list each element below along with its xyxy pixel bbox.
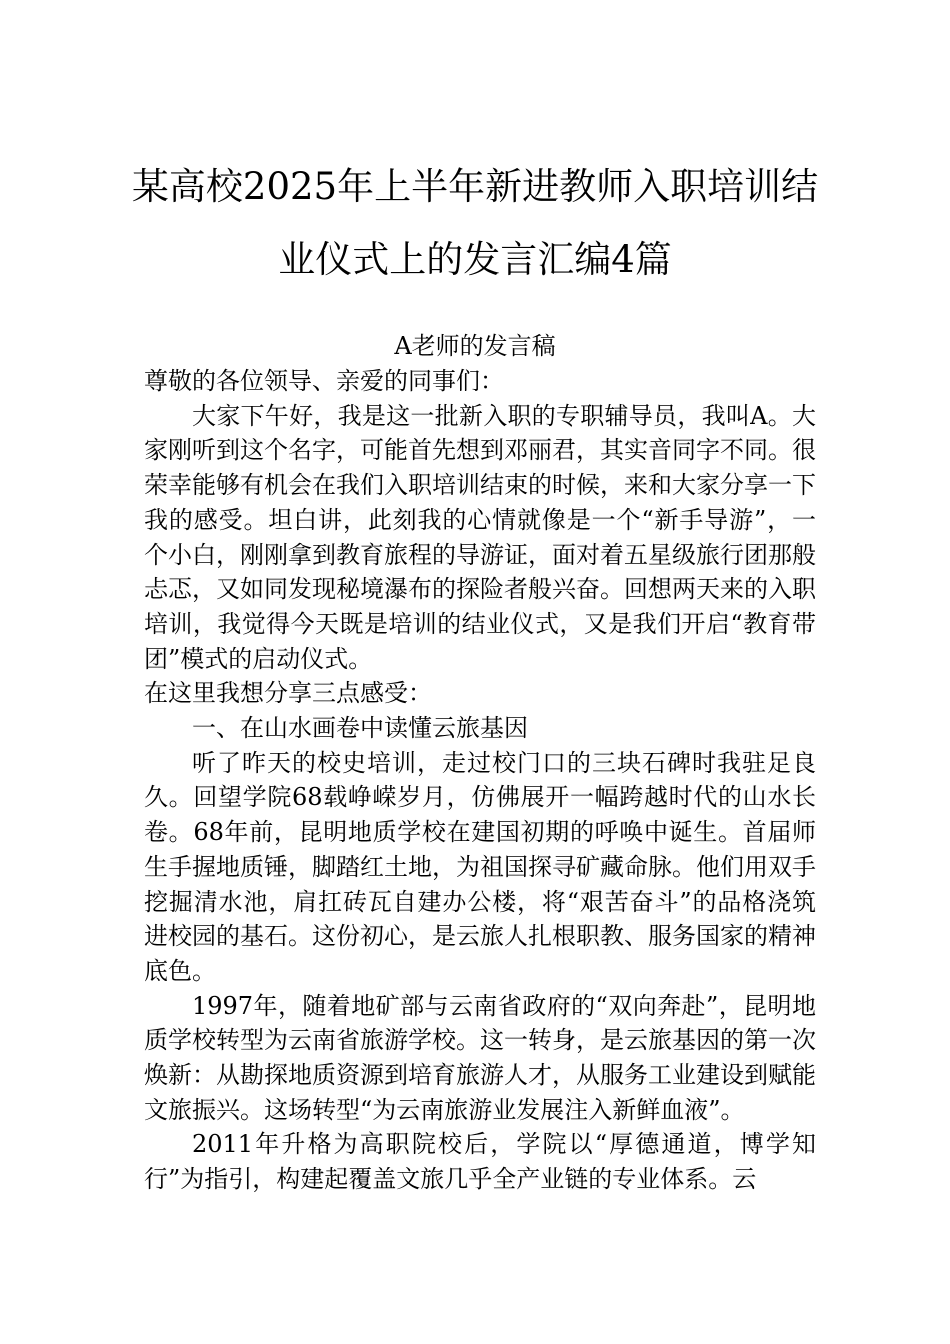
salutation: 尊敬的各位领导、亲爱的同事们： bbox=[144, 367, 504, 395]
paragraph-school-history: 听了昨天的校史培训，走过校门口的三块石碑时我驻足良久。回望学院68载峥嵘岁月，仿佛展开一幅跨越时代的山水长卷。68年前，昆明地质学校在建国初期的呼唤中诞生。首届师生手握地质锤，脚踏红土地，为祖国探寻矿藏命脉。他们用双手挖掘清水池，肩扛砖瓦自建办公楼，将“艰苦奋斗”的品格浇筑进校园的基石。这份初心，是云旅人扎根职教、服务国家的精神底色。 bbox=[144, 748, 816, 985]
speech-subtitle: A老师的发言稿 bbox=[394, 332, 556, 360]
section-heading-1: 一、在山水画卷中读懂云旅基因 bbox=[192, 714, 528, 743]
paragraph-intro-points: 在这里我想分享三点感受： bbox=[144, 679, 432, 708]
paragraph-1997-transformation: 1997年，随着地矿部与云南省政府的“双向奔赴”，昆明地质学校转型为云南省旅游学校。这一转身，是云旅基因的第一次焕新：从勘探地质资源到培育旅游人才，从服务工业建设到赋能文旅振兴。这场转型“为云南旅游业发展注入新鲜血液”。 bbox=[144, 991, 816, 1124]
document-title-line-1: 某高校2025年上半年新进教师入职培训结 bbox=[131, 165, 819, 208]
paragraph-opening: 大家下午好，我是这一批新入职的专职辅导员，我叫A。大家刚听到这个名字，可能首先想到邓丽君，其实音同字不同。很荣幸能够有机会在我们入职培训结束的时候，来和大家分享一下我的感受。坦白讲，此刻我的心情就像是一个“新手导游”，一个小白，刚刚拿到教育旅程的导游证，面对着五星级旅行团那般忐忑，又如同发现秘境瀑布的探险者般兴奋。回想两天来的入职培训，我觉得今天既是培训的结业仪式，又是我们开启“教育带团”模式的启动仪式。 bbox=[144, 401, 816, 673]
document-title-line-2: 业仪式上的发言汇编4篇 bbox=[278, 238, 672, 281]
paragraph-2011-upgrade: 2011年升格为高职院校后，学院以“厚德通道，博学知行”为指引，构建起覆盖文旅几乎全产业链的专业体系。云 bbox=[144, 1130, 816, 1194]
document-body bbox=[144, 364, 816, 1197]
